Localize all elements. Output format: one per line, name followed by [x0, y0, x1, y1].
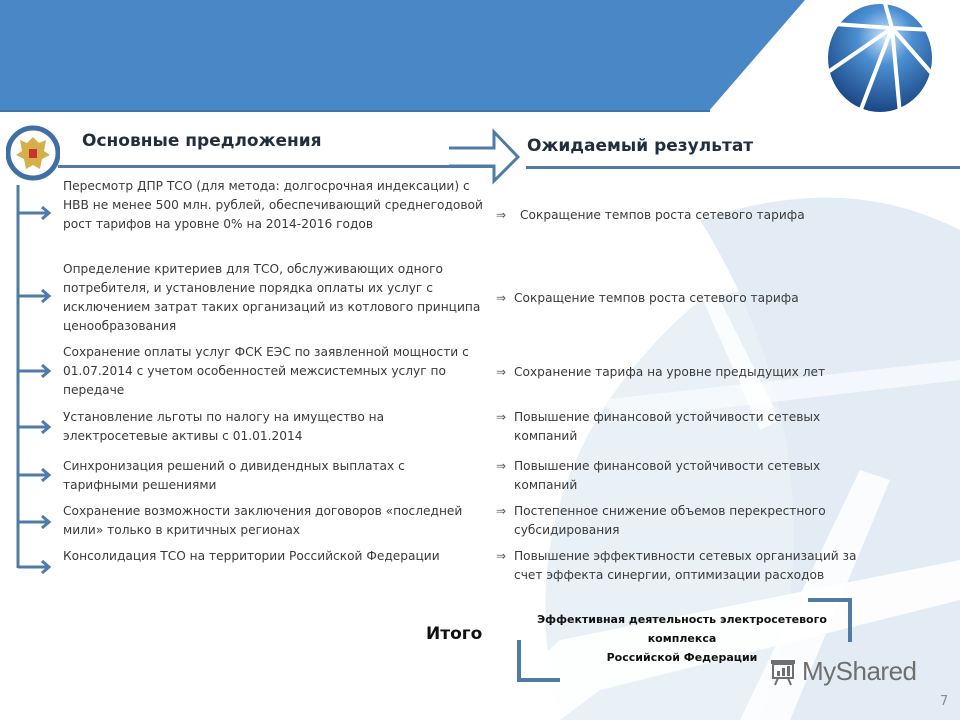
proposal-item: Установление льготы по налогу на имущество на электросетевые активы с 01.01.2014: [63, 410, 385, 443]
proposal-item: Консолидация ТСО на территории Российской Федерации: [63, 549, 440, 563]
result-text: Повышение эффективности сетевых организаций за счет эффекта синергии, оптимизации расходов: [514, 549, 857, 582]
result-text: Повышение финансовой устойчивости сетевых компаний: [514, 459, 821, 492]
implies-arrow-icon: ⇒: [496, 208, 507, 222]
proposal-item: Определение критериев для ТСО, обслуживающих одного потребителя, и установление порядка оплаты их услуг с исключением затрат таких организаций из котлового принципа ценообразования: [63, 262, 481, 333]
summary-line-1: Эффективная деятельность электросетевого: [537, 613, 827, 626]
result-text: Сокращение темпов роста сетевого тарифа: [520, 208, 805, 222]
summary-line-3: Российской Федерации: [606, 651, 758, 664]
implies-arrow-icon: ⇒: [496, 410, 507, 424]
result-item: [496, 547, 871, 585]
watermark: [768, 656, 917, 687]
coat-of-arms-icon: [6, 125, 60, 185]
result-text: Повышение финансовой устойчивости сетевых компаний: [514, 410, 821, 443]
implies-arrow-icon: ⇒: [496, 291, 507, 305]
company-logo-icon: [824, 2, 936, 114]
proposal-item: Синхронизация решений о дивидендных выплатах с тарифными решениями: [63, 459, 405, 492]
result-item: [496, 457, 856, 495]
presentation-board-icon: [768, 657, 798, 687]
result-text: Постепенное снижение объемов перекрестного субсидирования: [514, 504, 826, 537]
result-item: [496, 206, 876, 225]
implies-arrow-icon: ⇒: [496, 549, 507, 563]
summary-line-2: комплекса: [647, 632, 717, 645]
header-band: [0, 0, 960, 112]
results-heading-underline: [526, 166, 960, 169]
result-item: [496, 289, 876, 308]
proposal-item: Сохранение возможности заключения договоров «последней мили» только в критичных регионах: [63, 504, 463, 537]
implies-arrow-icon: ⇒: [496, 504, 507, 518]
result-text: Сохранение тарифа на уровне предыдущих лет: [514, 365, 826, 379]
proposals-heading-underline: [58, 165, 494, 168]
result-item: [496, 363, 876, 382]
watermark-text: MyShared: [802, 656, 917, 686]
proposals-heading: Основные предложения: [82, 131, 322, 151]
result-item: [496, 408, 856, 446]
result-item: [496, 502, 856, 540]
proposal-item: Сохранение оплаты услуг ФСК ЕЭС по заявленной мощности с 01.07.2014 с учетом особенностей межсистемных услуг по передаче: [63, 345, 469, 397]
total-label: Итого: [426, 624, 483, 644]
implies-arrow-icon: ⇒: [496, 365, 507, 379]
results-heading: Ожидаемый результат: [527, 136, 754, 156]
page-number: 7: [940, 694, 949, 709]
proposal-item: Пересмотр ДПР ТСО (для метода: долгосрочная индексации) с НВВ не менее 500 млн. рублей, обеспечивающий среднегодовой рост тарифов на уровне 0% на 2014-2016 годов: [63, 179, 483, 231]
implies-arrow-icon: ⇒: [496, 459, 507, 473]
result-text: Сокращение темпов роста сетевого тарифа: [514, 291, 799, 305]
